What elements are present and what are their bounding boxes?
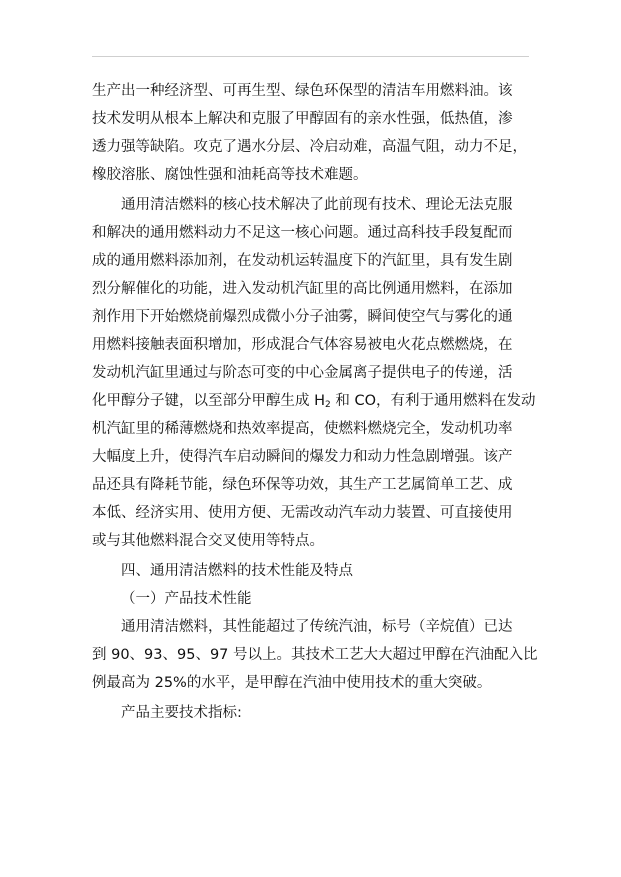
paragraph-2-line-12: 本低、经济实用、使用方便、无需改动汽车动力装置、可直接使用 [92, 505, 513, 521]
paragraph-2-line-3: 成的通用燃料添加剂，在发动机运转温度下的汽缸里，具有发生剧 [92, 253, 513, 269]
paragraph-2-line-1: 通用清洁燃料的核心技术解决了此前现有技术、理论无法克服 [121, 197, 513, 213]
paragraph-2-line-8 [92, 387, 536, 415]
paragraph-3-line-2: 到 90、93、95、97 号以上。其技术工艺大大超过甲醇在汽油配入比 [92, 647, 538, 663]
paragraph-1-line-2: 技术发明从根本上解决和克服了甲醇固有的亲水性强，低热值，渗 [92, 111, 513, 127]
h2-subscript: 2 [325, 400, 331, 410]
paragraph-1-line-3: 透力强等缺陷。攻克了遇水分层、冷启动难，高温气阻，动力不足， [92, 139, 527, 155]
paragraph-3-line-1: 通用清洁燃料，其性能超过了传统汽油，标号（辛烷值）已达 [121, 619, 513, 635]
paragraph-2-line-2: 和解决的通用燃料动力不足这一核心问题。通过高科技手段复配而 [92, 225, 513, 241]
section-heading: 四、通用清洁燃料的技术性能及特点 [121, 563, 353, 579]
paragraph-2-line-4: 烈分解催化的功能，进入发动机汽缸里的高比例通用燃料，在添加 [92, 281, 513, 297]
paragraph-2-line-8-before: 化甲醇分子键，以至部分甲醇生成 H [92, 393, 326, 409]
paragraph-2-line-10: 大幅度上升，使得汽车启动瞬间的爆发力和动力性急剧增强。该产 [92, 449, 513, 465]
paragraph-2-line-9: 机汽缸里的稀薄燃烧和热效率提高，使燃料燃烧完全，发动机功率 [92, 421, 513, 437]
main-indicators-label: 产品主要技术指标: [121, 705, 242, 721]
paragraph-3-line-3: 例最高为 25%的水平，是甲醇在汽油中使用技术的重大突破。 [92, 675, 492, 691]
paragraph-1-line-4: 橡胶溶胀、腐蚀性强和油耗高等技术难题。 [92, 167, 368, 183]
header-rule [92, 56, 529, 57]
subsection-heading: （一）产品技术性能 [121, 591, 252, 607]
paragraph-2-line-7: 发动机汽缸里通过与阶态可变的中心金属离子提供电子的传递，活 [92, 365, 513, 381]
paragraph-2-line-6: 用燃料接触表面积增加，形成混合气体容易被电火花点燃燃烧，在 [92, 337, 513, 353]
paragraph-2-line-11: 品还具有降耗节能，绿色环保等功效，其生产工艺属简单工艺、成 [92, 477, 513, 493]
paragraph-2-line-5: 剂作用下开始燃烧前爆烈成微小分子油雾，瞬间使空气与雾化的通 [92, 309, 513, 325]
paragraph-2-line-13: 或与其他燃料混合交叉使用等特点。 [92, 533, 324, 549]
paragraph-1-line-1: 生产出一种经济型、可再生型、绿色环保型的清洁车用燃料油。该 [92, 83, 513, 99]
paragraph-2-line-8-after: 和 CO，有利于通用燃料在发动 [330, 393, 536, 409]
